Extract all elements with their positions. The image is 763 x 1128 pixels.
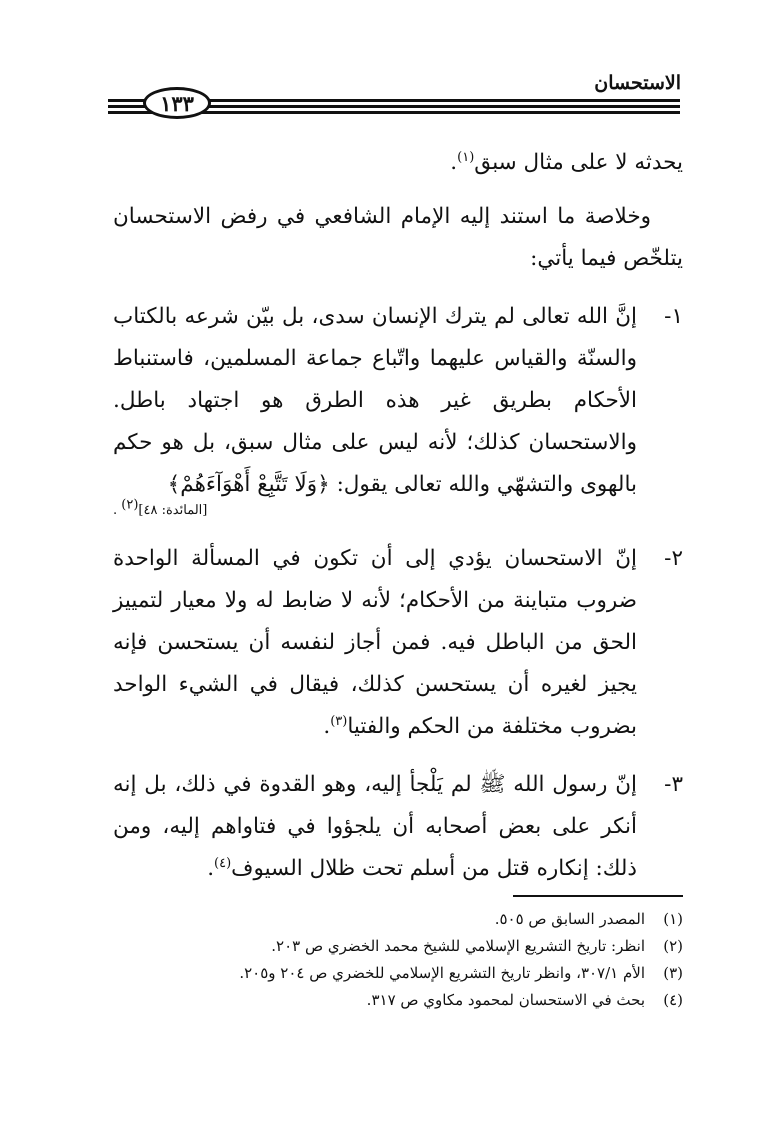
footnote-ref-4: (٤) <box>214 855 232 871</box>
list-item <box>113 764 683 890</box>
intro-line <box>113 142 683 184</box>
footnotes <box>103 906 683 1014</box>
list-end: . <box>113 503 118 518</box>
running-header-title: الاستحسان <box>594 72 681 94</box>
list-end: . <box>207 856 215 881</box>
list-item <box>113 538 683 748</box>
verse-reference: [المائدة: ٤٨] <box>138 503 208 518</box>
list-item <box>113 296 683 522</box>
footnote-separator <box>513 895 683 897</box>
footnote-ref-2: (٢) <box>121 497 139 513</box>
list-number: ٣- <box>664 772 683 797</box>
page-number: ١٣٣ <box>160 90 194 116</box>
list-text: إنّ رسول الله ﷺ لم يَلْجأ إليه، وهو القدوة في ذلك، بل إنه أنكر على بعض أصحابه أن يلجؤوا في فتاواهم إليه، ومن ذلك: إنكاره قتل من أسلم تحت ظلال السيوف <box>113 772 637 881</box>
footnote-text: الأم ٣٠٧/١، وانظر تاريخ التشريع الإسلامي للخضري ص ٢٠٤ و٢٠٥. <box>239 964 645 982</box>
verse-reference-line <box>113 497 637 522</box>
footnote <box>103 960 683 987</box>
list-body <box>113 764 637 890</box>
list-body <box>113 296 637 522</box>
footnote-text: المصدر السابق ص ٥٠٥. <box>494 910 645 928</box>
list-body <box>113 538 637 748</box>
footnote-ref-1: (١) <box>457 149 475 165</box>
footnote <box>103 906 683 933</box>
list-text: إنَّ الله تعالى لم يترك الإنسان سدى، بل بيّن شرعه بالكتاب والسنّة والقياس عليهما واتّباع جماعة المسلمين، فاستنباط الأحكام بطريق غير هذه الطرق هو اجتهاد باطل. والاستحسان كذلك؛ لأنه ليس على مثال سبق، بل هو حكم بالهوى والتشهّي والله تعالى يقول: <box>113 304 637 497</box>
footnote-text: انظر: تاريخ التشريع الإسلامي للشيخ محمد الخضري ص ٢٠٣. <box>271 937 645 955</box>
list-number: ١- <box>664 304 683 329</box>
intro-line-end: . <box>450 150 458 175</box>
footnote-text: بحث في الاستحسان لمحمود مكاوي ص ٣١٧. <box>366 991 645 1009</box>
quran-verse: ﴿وَلَا تَتَّبِعْ أَهْوَآءَهُمْ﴾ <box>167 472 330 497</box>
footnote <box>103 933 683 960</box>
footnote-number: (٤) <box>663 991 683 1009</box>
footnote-ref-3: (٣) <box>330 713 348 729</box>
body-text <box>113 142 683 890</box>
summary-paragraph: وخلاصة ما استند إليه الإمام الشافعي في رفض الاستحسان يتلخّص فيما يأتي: <box>113 204 683 271</box>
footnote-number: (١) <box>663 910 683 928</box>
page-number-badge <box>143 87 211 119</box>
footnote-number: (٢) <box>663 937 683 955</box>
footnote <box>103 987 683 1014</box>
footnote-number: (٣) <box>663 964 683 982</box>
intro-line-text: يحدثه لا على مثال سبق <box>474 150 683 175</box>
list-text: إنّ الاستحسان يؤدي إلى أن تكون في المسألة الواحدة ضروب متباينة من الأحكام؛ لأنه لا ضابط له ولا معيار لتمييز الحق من الباطل فيه. فمن أجاز لنفسه أن يستحسن فإنه يجيز لغيره أن يستحسن كذلك، فيقال في الشيء الواحد بضروب مختلفة من الحكم والفتيا <box>113 546 637 739</box>
list-end: . <box>323 714 331 739</box>
list-number: ٢- <box>664 546 683 571</box>
